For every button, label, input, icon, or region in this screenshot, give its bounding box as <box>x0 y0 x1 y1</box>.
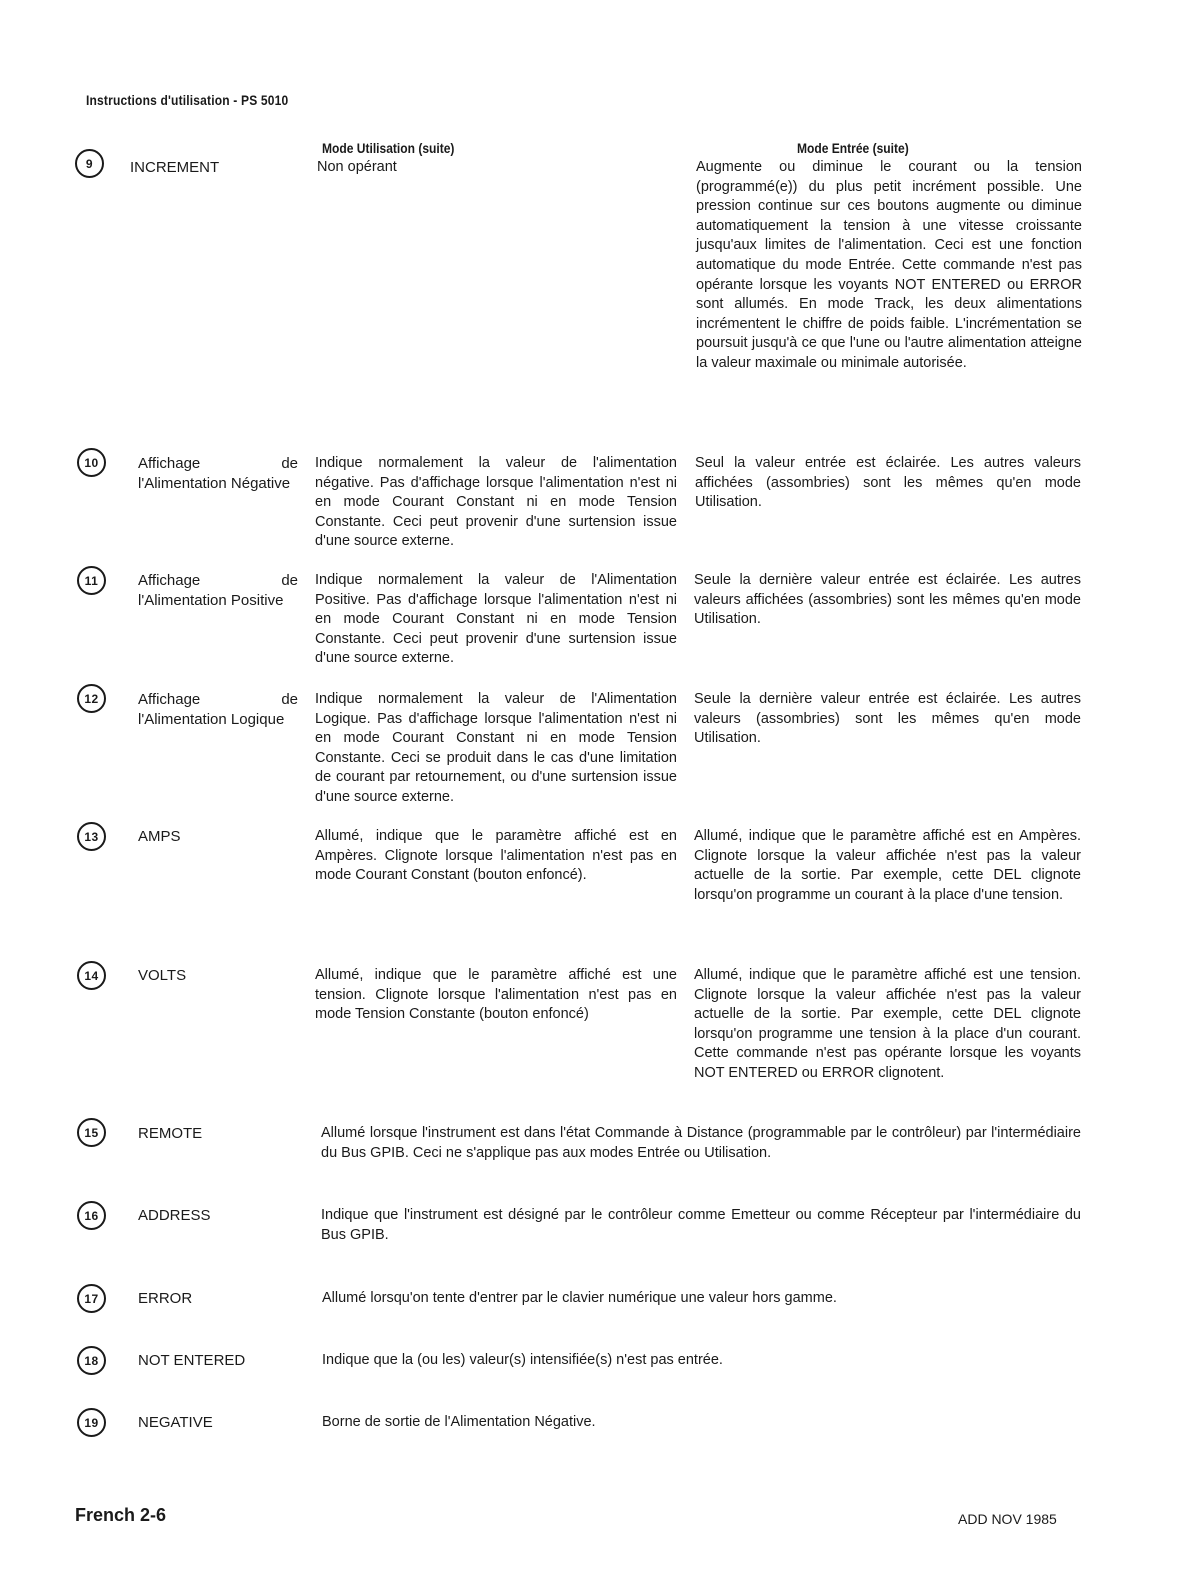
indicator-description: Indique que la (ou les) valeur(s) intensifiée(s) n'est pas entrée. <box>322 1352 723 1368</box>
callout-number: 18 <box>77 1346 106 1375</box>
column-header-entree: Mode Entrée (suite) <box>797 140 909 156</box>
control-label: NEGATIVE <box>138 1414 213 1431</box>
callout-number: 16 <box>77 1201 106 1230</box>
entree-description: Seule la dernière valeur entrée est éclairée. Les autres valeurs affichées (assombries) sont les mêmes qu'en mode Utilisation. <box>694 572 1081 628</box>
callout-number: 19 <box>77 1408 106 1437</box>
control-label: ERROR <box>138 1290 193 1307</box>
page-header: Instructions d'utilisation - PS 5010 <box>86 92 289 108</box>
callout-number: 17 <box>77 1284 106 1313</box>
control-label: REMOTE <box>138 1125 203 1142</box>
entree-description: Allumé, indique que le paramètre affiché est en Ampères. Clignote lorsque la valeur affichée n'est pas la valeur actuelle de la sortie. Par exemple, cette DEL clignote lorsqu'on programme un courant à la place d'une tension. <box>694 828 1081 903</box>
callout-number: 14 <box>77 961 106 990</box>
utilisation-description: Non opérant <box>317 159 397 175</box>
indicator-description: Allumé lorsque l'instrument est dans l'état Commande à Distance (programmable par le contrôleur) par l'intermédiaire du Bus GPIB. Ceci ne s'applique pas aux modes Entrée ou Utilisation. <box>321 1125 1081 1161</box>
callout-number: 15 <box>77 1118 106 1147</box>
control-label: Affichage de l'Alimentation Positive <box>138 572 298 609</box>
control-label: NOT ENTERED <box>138 1352 246 1369</box>
entree-description: Seule la dernière valeur entrée est éclairée. Les autres valeurs (assombries) sont les mêmes qu'en mode Utilisation. <box>694 691 1081 747</box>
indicator-description: Indique que l'instrument est désigné par le contrôleur comme Emetteur ou comme Récepteur par l'intermédiaire du Bus GPIB. <box>321 1207 1081 1243</box>
utilisation-description: Indique normalement la valeur de l'Alimentation Logique. Pas d'affichage lorsque l'alimentation n'est ni en mode Courant Constant ni en mode Tension Constante. Ceci se produit dans le cas d'une limitation de courant par retournement, ou d'une surtension issue d'une source externe. <box>315 691 677 805</box>
column-header-utilisation: Mode Utilisation (suite) <box>322 140 455 156</box>
control-label: Affichage de l'Alimentation Négative <box>138 455 298 492</box>
entree-description: Seul la valeur entrée est éclairée. Les autres valeurs affichées (assombries) sont les mêmes qu'en mode Utilisation. <box>695 455 1081 511</box>
entree-description: Allumé, indique que le paramètre affiché est une tension. Clignote lorsque la valeur affichée n'est pas la valeur actuelle de la sortie. Par exemple, cette DEL clignote lorsqu'on programme une tension à la place d'un courant. Cette commande n'est pas opérante lorsque les voyants NOT ENTERED ou ERROR clignotent. <box>694 967 1081 1081</box>
entree-description: Augmente ou diminue le courant ou la tension (programmé(e)) du plus petit incrément possible. Une pression continue sur ces boutons augmente ou diminue automatiquement la tension à une vitesse croissante jusqu'aux limites de l'alimentation. Ceci est une fonction automatique du mode Entrée. Cette commande n'est pas opérante lorsque les voyants NOT ENTERED ou ERROR sont allumés. En mode Track, les deux alimentations incrémentent le chiffre de poids faible. L'incrémentation se poursuit jusqu'à ce que l'une ou l'autre alimentation atteigne la valeur maximale ou minimale autorisée. <box>696 159 1082 371</box>
callout-number: 13 <box>77 822 106 851</box>
indicator-description: Borne de sortie de l'Alimentation Négative. <box>322 1414 596 1430</box>
callout-number: 11 <box>77 566 106 595</box>
callout-number: 12 <box>77 684 106 713</box>
utilisation-description: Allumé, indique que le paramètre affiché est une tension. Clignote lorsque l'alimentation n'est pas en mode Tension Constante (bouton enfoncé) <box>315 967 677 1023</box>
utilisation-description: Allumé, indique que le paramètre affiché est en Ampères. Clignote lorsque l'alimentation n'est pas en mode Courant Constant (bouton enfoncé). <box>315 828 677 884</box>
control-label: AMPS <box>138 828 181 845</box>
page-number: French 2-6 <box>75 1505 167 1525</box>
callout-number: 9 <box>75 149 104 178</box>
utilisation-description: Indique normalement la valeur de l'alimentation négative. Pas d'affichage lorsque l'alimentation n'est ni en mode Courant Constant ni en mode Tension Constante. Ceci peut provenir d'une surtension issue d'une source externe. <box>315 455 677 550</box>
control-label: INCREMENT <box>130 159 220 176</box>
control-label: Affichage de l'Alimentation Logique <box>138 691 298 728</box>
indicator-description: Allumé lorsqu'on tente d'entrer par le clavier numérique une valeur hors gamme. <box>322 1290 837 1306</box>
callout-number: 10 <box>77 448 106 477</box>
revision-date: ADD NOV 1985 <box>958 1511 1057 1527</box>
control-label: ADDRESS <box>138 1207 211 1224</box>
utilisation-description: Indique normalement la valeur de l'Alimentation Positive. Pas d'affichage lorsque l'alimentation n'est ni en mode Courant Constant ni en mode Tension Constante. Ceci peut provenir d'une surtension issue d'une source externe. <box>315 572 677 667</box>
control-label: VOLTS <box>138 967 187 984</box>
